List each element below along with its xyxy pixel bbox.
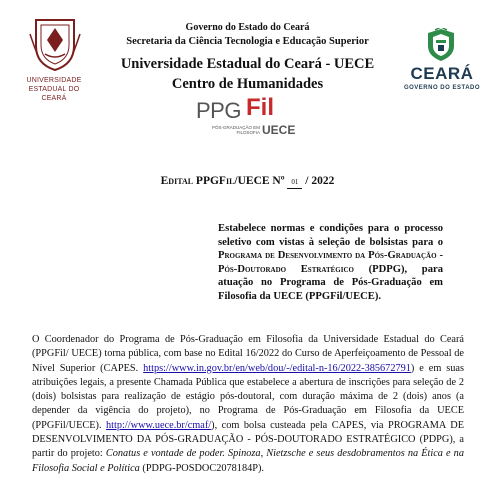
ementa-block: Estabelece normas e condições para o processo seletivo com vistas à seleção de bolsistas para o Programa de Desenvolvimento da Pós-Graduação - Pós-Doutorado Estratégico (PDPG), para atuação no Programa de Pós-Graduação em Filosofia da UECE (PPGFil/UECE). xyxy=(218,223,443,302)
edital-year: / 2022 xyxy=(305,175,335,187)
edital-title xyxy=(0,175,495,189)
uece-crest-icon xyxy=(28,16,82,72)
body-paragraph: O Coordenador do Programa de Pós-Graduação em Filosofia da Universidade Estadual do Ceará (PPGFil/ UECE) torna pública, com base no Edital 16/2022 do Curso de Aperfeiçoamento de Pessoal de Nível Superior (CAPES. https://www.in.gov.br/en/web/dou/-/edital-n-16/2022-385672791) e em suas atribuições legais, a presente Chamada Pública que estabelece a abertura de inscrições para seleção de 2 (dois) bolsistas para realização de estágio pós-doutoral, com duração máxima de 2 (dois) anos (a depender da vigência do projeto), no Programa de Pós-Graduação em Filosofia da UECE (PPGFil/UECE). http://www.uece.br/cmaf/), com bolsa custeada pela CAPES, via PROGRAMA DE DESENVOLVIMENTO DA PÓS-GRADUAÇÃO - PÓS-DOUTORADO ESTRATÉGICO (PDPG), a partir do projeto: Conatus e vontade de poder. Spinoza, Nietzsche e seus desdobramentos na Ética e na Filosofia Social e Política (PDPG-POSDOC2078184P). xyxy=(32,334,464,474)
header-center: Centro de Humanidades xyxy=(171,76,324,92)
ppgfil-logo: PPG Fil PÓS-GRADUAÇÃO EM FILOSOFIA UECE xyxy=(196,94,296,137)
project-title: Conatus e vontade de poder. Spinoza, Nietzsche e seus desdobramentos na Ética e na Filosofia Social e Política xyxy=(32,448,464,474)
edital-prefix: Edital PPGFil/UECE Nº xyxy=(160,175,285,187)
ceara-wordmark: CEARÁ xyxy=(410,64,474,83)
dou-link[interactable]: https://www.in.gov.br/en/web/dou/-/edital-n-16/2022-385672791 xyxy=(143,362,411,374)
ceara-government-logo xyxy=(396,28,488,100)
ceara-subtitle: GOVERNO DO ESTADO xyxy=(403,85,481,91)
ceara-emblem-icon xyxy=(426,28,456,62)
uece-logo xyxy=(18,16,90,102)
cmaf-link[interactable]: http://www.uece.br/cmaf/ xyxy=(106,419,212,431)
program-name: Programa de Desenvolvimento da Pós-Graduação - Pós-Doutorado Estratégico xyxy=(218,250,443,275)
edital-number: 01 xyxy=(287,176,302,189)
header-university: Universidade Estadual do Ceará - UECE xyxy=(120,56,375,72)
header-secretariat: Secretaria da Ciência Tecnologia e Educação Superior xyxy=(126,36,369,47)
header-government: Governo do Estado do Ceará xyxy=(185,22,310,33)
uece-caption: UNIVERSIDADE ESTADUAL DO CEARÁ xyxy=(26,77,82,102)
